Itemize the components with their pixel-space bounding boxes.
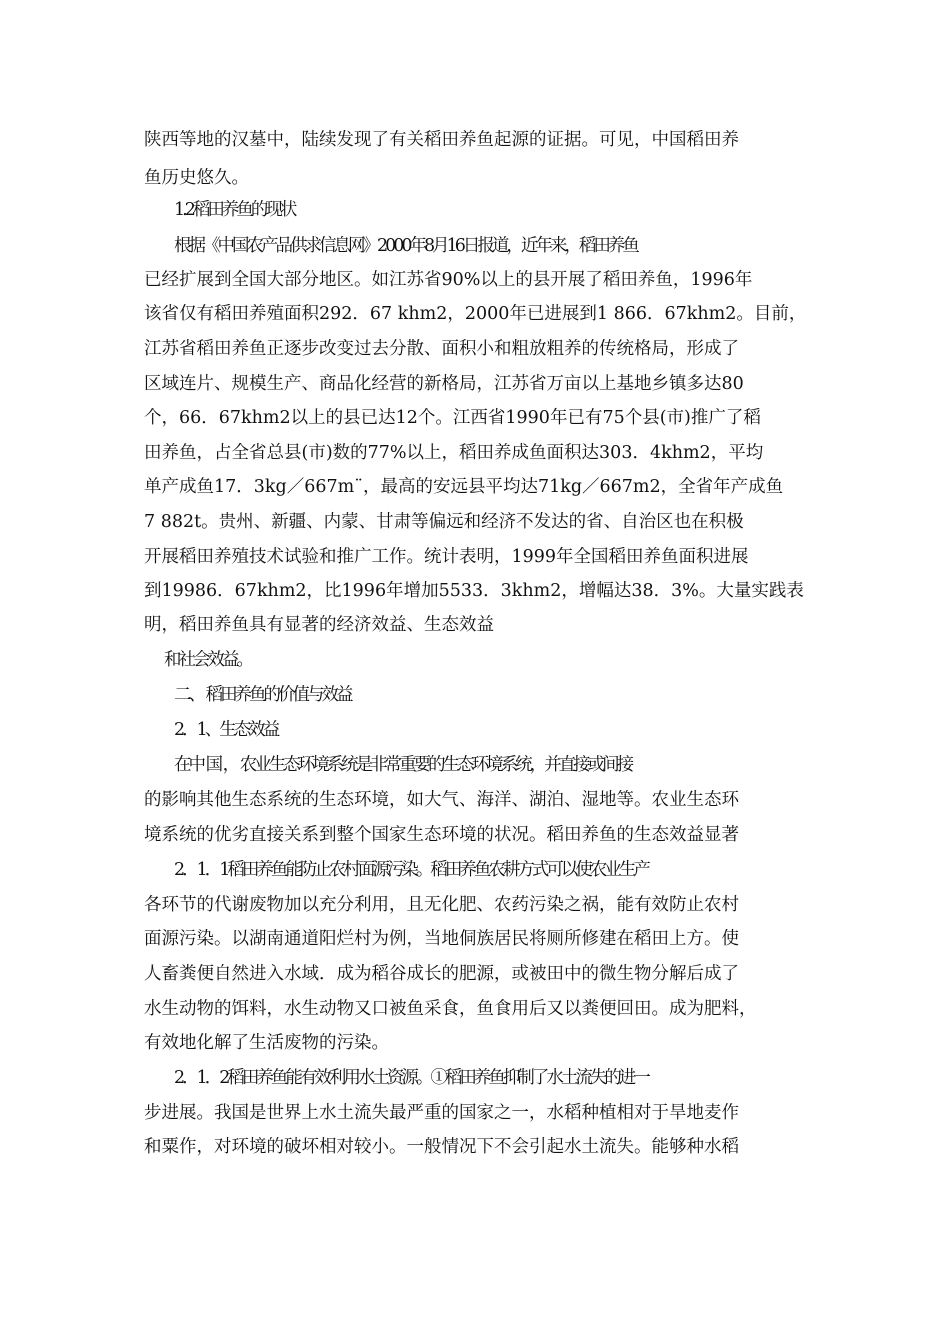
body-text-line: 和粟作，对环境的破坏相对较小。一般情况下不会引起水土流失。能够种水稻 [144,1137,739,1157]
body-text-line: 到19986．67khm2，比1996年增加5533．3khm2，增幅达38．3%。大量实践表 [144,581,804,601]
body-text-line: 水生动物的饵料，水生动物又口被鱼采食，鱼食用后又以粪便回田。成为肥料， [144,999,757,1019]
body-text-line: 已经扩展到全国大部分地区。如江苏省90%以上的县开展了稻田养鱼，1996年 [144,270,753,290]
section-heading: 二、 稻田养鱼的价值与效益 [174,685,351,705]
body-text-line: 单产成鱼17．3kg／667m¨，最高的安远县平均达71kg／667m2，全省年产成鱼 [144,477,784,497]
body-text-line: 有效地化解了生活废物的污染。 [144,1033,389,1053]
body-text-line: 明，稻田养鱼具有显著的经济效益、生态效益 [144,615,494,635]
body-text-line: 区域连片、规模生产、商品化经营的新格局，江苏省万亩以上基地乡镇多达80 [144,374,744,394]
body-text-line: 和社会效益。 [164,650,251,670]
paragraph-start: 2．1．2稻田养鱼能有效利用水土资源。①稻田养鱼抑制了水土流失的进一 [174,1068,648,1088]
paragraph-start: 在中 国 ， 农业生态环境系统是非常重要的生态环境系统，并直接或间接 [174,755,632,775]
section-heading: 1.2稻田养鱼的现状 [174,200,295,220]
body-text-line: 人畜粪便自然进入水域．成为稻谷成长的肥源，或被田中的微生物分解后成了 [144,964,739,984]
body-text-line: 7 882t。贵州、新疆、内蒙、甘肃等偏远和经济不发达的省、自治区也在积极 [144,512,744,532]
body-text-line: 面源污染。以湖南通道阳烂村为例，当地侗族居民将厕所修建在稻田上方。使 [144,929,739,949]
body-text-line: 江苏省稻田养鱼正逐步改变过去分散、面积小和粗放粗养的传统格局，形成了 [144,339,739,359]
body-text-line: 个，66．67khm2以上的县已达12个。江西省1990年已有75个县(市)推广了稻 [144,408,761,428]
body-text-line: 各环节的代谢废物加以充分利用，且无化肥、农药污染之祸，能有效防止农村 [144,895,739,915]
body-text-line: 境系统的优劣直接关系到整个国家生态环境的状况。稻田养鱼的生态效益显著 [144,825,739,845]
body-text-line: 鱼历史悠久。 [144,168,249,188]
body-text-line: 该省仅有稻田养殖面积292．67 khm2，2000年已进展到1 866．67khm2。目前， [144,304,807,324]
paragraph-start: 2．1．1稻田养鱼能防止农村面源污染。稻田养鱼农耕方式可以使农业生产 [174,860,648,880]
subsection-heading: 2．1、生态效益 [174,720,278,740]
body-text-line: 田养鱼，占全省总县(市)数的77%以上，稻田养成鱼面积达303．4khm2，平均 [144,443,764,463]
body-text-line: 步进展。我国是世界上水土流失最严重的国家之一，水稻种植相对于旱地麦作 [144,1103,739,1123]
body-text-line: 的影响其他生态系统的生态环境，如大气、海洋、湖泊、湿地等。农业生态环 [144,790,739,810]
body-text-line: 陕西等地的汉墓中，陆续发现了有关稻田养鱼起源的证据。可见，中国稻田养 [144,130,739,150]
paragraph-start: 根据《中国农产品供求信息网》2000年8月16日报道，近年来，稻田养鱼 [174,236,637,256]
body-text-line: 开展稻田养殖技术试验和推广工作。统计表明，1999年全国稻田养鱼面积进展 [144,547,749,567]
